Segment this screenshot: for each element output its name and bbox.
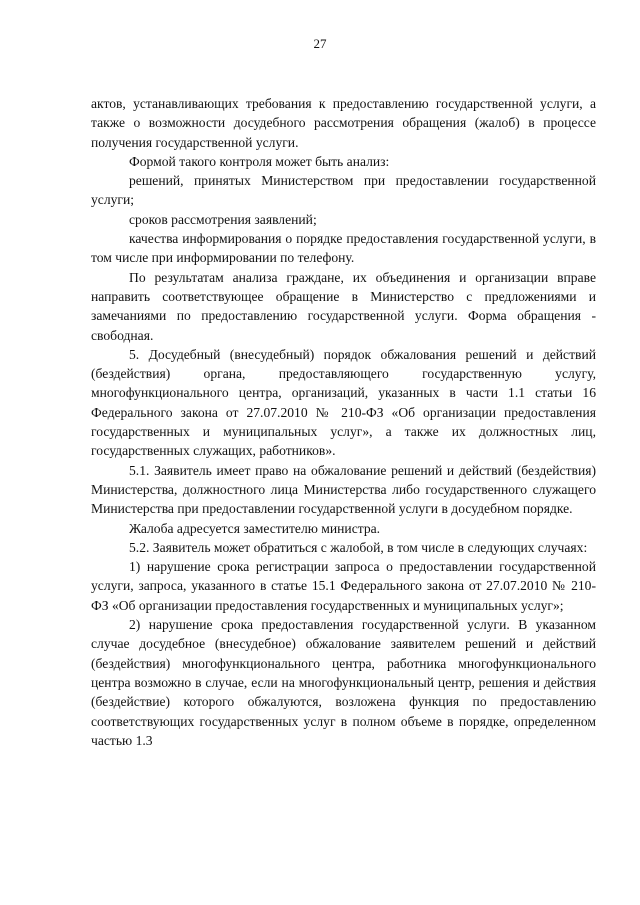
page-number: 27: [313, 36, 327, 51]
document-body: [91, 94, 596, 750]
paragraph: решений, принятых Министерством при предоставлении государственной услуги;: [91, 173, 596, 208]
paragraph: 5. Досудебный (внесудебный) порядок обжалования решений и действий (бездействия) органа, предоставляющего государственную услугу, многофункционального центра, организаций, указанных в части 1.1 статьи 16 Федерального закона от 27.07.2010 № 210-ФЗ «Об организации предоставления государственных и муниципальных услуг», а также их должностных лиц, государственных служащих, работников».: [91, 346, 596, 459]
paragraph: 5.1. Заявитель имеет право на обжалование решений и действий (бездействия) Министерства, должностного лица Министерства либо государственного служащего Министерства при предоставлении государственной услуги в досудебном порядке.: [91, 462, 596, 517]
paragraph: 1) нарушение срока регистрации запроса о предоставлении государственной услуги, запроса, указанного в статье 15.1 Федерального закона от 27.07.2010 № 210-ФЗ «Об организации предоставления государственных и муниципальных услуг»;: [91, 559, 596, 613]
paragraph: качества информирования о порядке предоставления государственной услуги, в том числе при информировании по телефону.: [91, 231, 596, 266]
paragraph: актов, устанавливающих требования к предоставлению государственной услуги, а также о возможности досудебного рассмотрения обращения (жалоб) в процессе получения государственной услуги.: [91, 96, 596, 150]
paragraph: 5.2. Заявитель может обратиться с жалобой, в том числе в следующих случаях:: [129, 539, 588, 555]
paragraph: 2) нарушение срока предоставления государственной услуги. В указанном случае досудебное (внесудебное) обжалование заявителем решений и действий (бездействия) многофункционального центра, работника многофункционального центра возможно в случае, если на многофункциональный центр, решения и действия (бездействие) которого обжалуются, возложена функция по предоставлению соответствующих государственных услуг в полном объеме в порядке, определенном частью 1.3: [91, 617, 596, 748]
paragraph: По результатам анализа граждане, их объединения и организации вправе направить соответствующее обращение в Министерство с предложениями и замечаниями по предоставлению государственной услуги. Форма обращения - свободная.: [91, 269, 596, 343]
paragraph: Жалоба адресуется заместителю министра.: [129, 520, 381, 536]
paragraph: сроков рассмотрения заявлений;: [129, 211, 317, 227]
paragraph: Формой такого контроля может быть анализ:: [129, 153, 390, 169]
